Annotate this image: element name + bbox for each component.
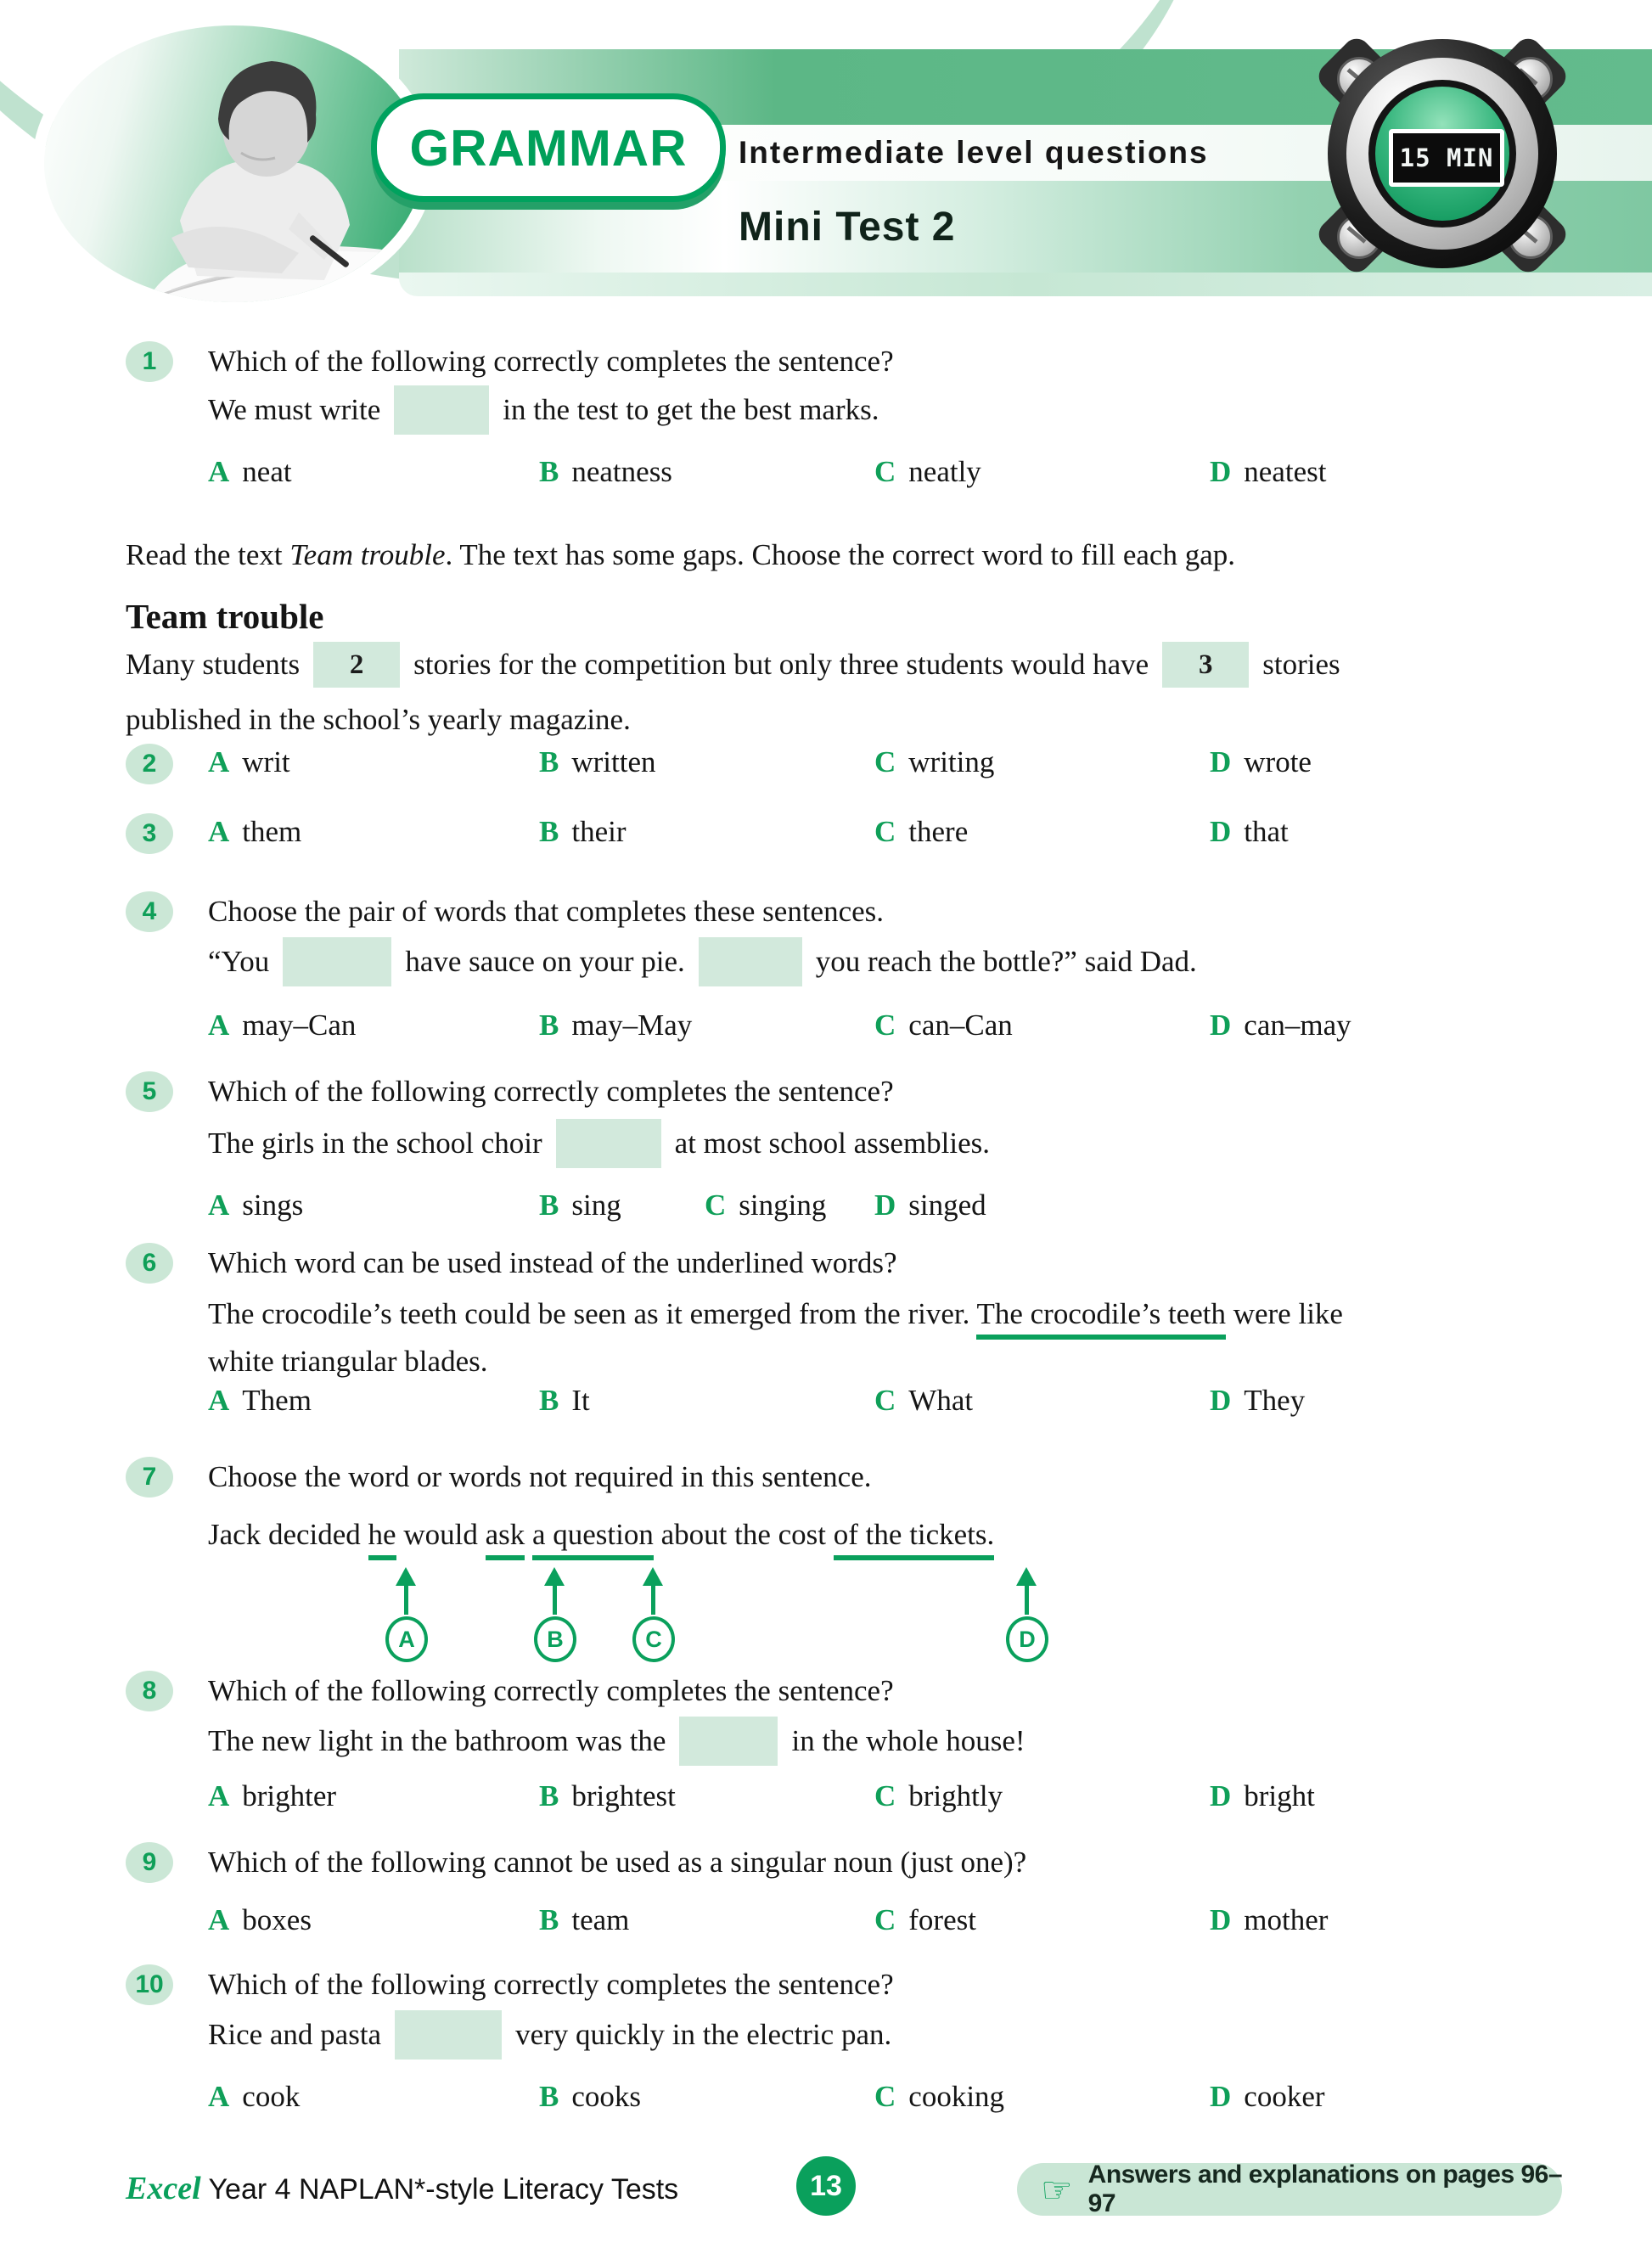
answer-gap[interactable] xyxy=(699,937,802,986)
option-letter: D xyxy=(1210,455,1232,488)
option-d[interactable] xyxy=(874,1189,986,1222)
subject-badge xyxy=(371,93,726,202)
option-letter: D xyxy=(1210,745,1232,778)
arrow-up-icon xyxy=(643,1567,663,1586)
marker-circle xyxy=(632,1616,675,1662)
option-text: cooker xyxy=(1244,2080,1325,2113)
option-a[interactable] xyxy=(208,2080,300,2114)
sentence-segment: in the whole house! xyxy=(791,1724,1025,1757)
option-text: forest xyxy=(908,1903,976,1936)
option-c[interactable] xyxy=(874,1779,1003,1813)
passage-title: Team trouble xyxy=(126,597,324,636)
option-text: may–May xyxy=(571,1009,693,1042)
answers-reference-pill[interactable] xyxy=(1017,2163,1562,2216)
option-a[interactable] xyxy=(208,745,290,779)
option-c[interactable] xyxy=(874,745,994,779)
question-title: Which word can be used instead of the underlined words? xyxy=(208,1246,897,1279)
timer-value: 15 MIN xyxy=(1399,143,1494,172)
q6-header xyxy=(126,1243,897,1284)
q3-options xyxy=(142,815,1566,859)
level-label: Intermediate level questions xyxy=(739,135,1209,170)
option-a[interactable] xyxy=(208,1903,312,1937)
arrow-stem xyxy=(651,1586,655,1615)
option-letter: A xyxy=(208,1779,230,1812)
q9-options xyxy=(208,1903,1566,1947)
timer-stopwatch xyxy=(1314,29,1571,289)
sentence-segment: Jack decided xyxy=(208,1518,368,1551)
q8-options xyxy=(208,1779,1566,1823)
option-letter: B xyxy=(539,1903,559,1936)
question-title: Which of the following correctly completes the sentence? xyxy=(208,345,894,378)
option-letter: A xyxy=(208,1384,230,1417)
option-letter: C xyxy=(874,1779,896,1812)
marker-letter: D xyxy=(1019,1626,1036,1652)
underlined-phrase: The crocodile’s teeth xyxy=(976,1297,1225,1340)
numbered-gap[interactable]: 2 xyxy=(313,642,400,688)
answer-gap[interactable] xyxy=(395,2010,502,2060)
option-text: cooking xyxy=(908,2080,1005,2113)
q6-options xyxy=(208,1384,1566,1428)
option-b[interactable] xyxy=(539,1189,621,1222)
instruction-segment: . The text has some gaps. Choose the correct word to fill each gap. xyxy=(445,538,1236,571)
passage-line-2: published in the school’s yearly magazine. xyxy=(126,703,631,736)
option-letter: C xyxy=(874,1384,896,1417)
q7-header xyxy=(126,1457,872,1498)
option-d[interactable] xyxy=(1210,815,1289,849)
option-letter: B xyxy=(539,745,559,778)
question-title: Choose the word or words not required in this sentence. xyxy=(208,1460,872,1493)
option-text: brighter xyxy=(242,1779,337,1812)
option-text: singing xyxy=(739,1189,827,1222)
question-number-badge: 6 xyxy=(126,1243,173,1284)
option-text: boxes xyxy=(242,1903,312,1936)
option-c[interactable] xyxy=(874,1009,1013,1042)
option-c[interactable] xyxy=(874,1384,973,1418)
option-b[interactable] xyxy=(539,1384,590,1418)
q5-sentence xyxy=(208,1117,990,1170)
option-d[interactable] xyxy=(1210,745,1312,779)
question-title: Which of the following correctly completes the sentence? xyxy=(208,1968,894,2001)
option-text: writing xyxy=(908,745,995,778)
option-a[interactable] xyxy=(208,1009,356,1042)
option-text: wrote xyxy=(1244,745,1312,778)
arrow-stem xyxy=(404,1586,408,1615)
marker-d[interactable] xyxy=(1006,1567,1047,1662)
option-letter: D xyxy=(1210,1903,1232,1936)
option-c[interactable] xyxy=(874,815,968,849)
option-letter: D xyxy=(1210,1384,1232,1417)
marker-letter: B xyxy=(547,1626,564,1652)
option-c[interactable] xyxy=(874,455,981,489)
option-letter: A xyxy=(208,1009,230,1042)
q2-options xyxy=(142,745,1566,790)
instruction-segment: Read the text xyxy=(126,538,290,571)
option-letter: A xyxy=(208,745,230,778)
question-number-badge: 1 xyxy=(126,341,173,382)
question-number-badge: 4 xyxy=(126,891,173,932)
option-letter: B xyxy=(539,1779,559,1812)
option-a[interactable] xyxy=(208,1384,312,1418)
option-text: there xyxy=(908,815,969,848)
option-b[interactable] xyxy=(539,815,627,849)
sentence-segment: white triangular blades. xyxy=(208,1345,488,1378)
option-letter: C xyxy=(874,815,896,848)
option-letter: B xyxy=(539,1009,559,1042)
question-number-badge: 3 xyxy=(126,813,173,854)
arrow-up-icon xyxy=(1016,1567,1037,1586)
q10-header xyxy=(126,1964,894,2005)
option-letter: B xyxy=(539,1384,559,1417)
sentence-segment: have sauce on your pie. xyxy=(405,945,685,978)
marker-circle xyxy=(385,1616,428,1662)
option-d[interactable] xyxy=(1210,1384,1305,1418)
question-number-badge: 2 xyxy=(126,744,173,784)
marker-circle xyxy=(534,1616,576,1662)
numbered-gap[interactable]: 3 xyxy=(1162,642,1249,688)
question-number-badge: 9 xyxy=(126,1842,173,1883)
underlined-word: ask xyxy=(486,1518,525,1560)
q4-options xyxy=(208,1009,1566,1053)
brand-logo: Excel xyxy=(126,2171,201,2206)
answer-gap[interactable] xyxy=(283,937,391,986)
option-text: singed xyxy=(908,1189,986,1222)
student-photo xyxy=(44,25,423,302)
option-letter: C xyxy=(874,2080,896,2113)
option-d[interactable] xyxy=(1210,1779,1315,1813)
option-b[interactable] xyxy=(539,1009,692,1042)
option-text: written xyxy=(571,745,656,778)
option-a[interactable] xyxy=(208,815,301,849)
question-number-badge: 10 xyxy=(126,1964,173,2005)
option-text: their xyxy=(571,815,627,848)
sentence-segment: you reach the bottle?” said Dad. xyxy=(815,945,1197,978)
student-writing-illustration xyxy=(44,25,423,302)
answers-note: Answers and explanations on pages 96–97 xyxy=(1087,2161,1563,2217)
option-d[interactable] xyxy=(1210,1009,1351,1042)
option-letter: C xyxy=(874,1903,896,1936)
q7-sentence xyxy=(208,1513,994,1557)
answer-gap[interactable] xyxy=(556,1119,661,1168)
q5-options xyxy=(208,1189,1566,1233)
option-letter: D xyxy=(1210,815,1232,848)
marker-b[interactable] xyxy=(534,1567,575,1662)
marker-c[interactable] xyxy=(632,1567,673,1662)
option-letter: A xyxy=(208,815,230,848)
test-title: Mini Test 2 xyxy=(739,204,956,250)
arrow-up-icon xyxy=(544,1567,565,1586)
option-text: bright xyxy=(1244,1779,1315,1812)
option-text: cooks xyxy=(571,2080,642,2113)
q10-options xyxy=(208,2080,1566,2124)
question-number-badge: 8 xyxy=(126,1671,173,1711)
option-letter: A xyxy=(208,1189,230,1222)
sentence-segment: in the test to get the best marks. xyxy=(503,393,879,426)
q1-options xyxy=(208,455,1566,499)
option-d[interactable] xyxy=(1210,1903,1328,1937)
option-a[interactable] xyxy=(208,1189,303,1222)
option-text: can–may xyxy=(1244,1009,1351,1042)
answer-gap[interactable] xyxy=(394,385,489,435)
arrow-stem xyxy=(553,1586,557,1615)
option-text: that xyxy=(1244,815,1289,848)
question-title: Which of the following cannot be used as a singular noun (just one)? xyxy=(208,1846,1027,1879)
option-a[interactable] xyxy=(208,455,292,489)
option-text: They xyxy=(1244,1384,1306,1417)
option-text: writ xyxy=(242,745,290,778)
option-text: neat xyxy=(242,455,292,488)
passage-segment: stories for the competition but only three students would have xyxy=(413,648,1149,681)
q9-header xyxy=(126,1842,1026,1883)
sentence-segment: about the cost xyxy=(653,1518,834,1551)
option-c[interactable] xyxy=(874,1903,976,1937)
sentence-segment: The girls in the school choir xyxy=(208,1127,542,1160)
sentence-segment: We must write xyxy=(208,393,381,426)
option-text: may–Can xyxy=(242,1009,357,1042)
option-text: Them xyxy=(242,1384,312,1417)
option-text: sings xyxy=(242,1189,304,1222)
question-title: Which of the following correctly completes the sentence? xyxy=(208,1674,894,1707)
option-c[interactable] xyxy=(874,2080,1004,2114)
subject-label: GRAMMAR xyxy=(409,119,688,177)
marker-a[interactable] xyxy=(385,1567,426,1662)
option-text: team xyxy=(571,1903,630,1936)
sentence-segment xyxy=(525,1518,532,1551)
option-letter: B xyxy=(539,815,559,848)
option-text: neatest xyxy=(1244,455,1327,488)
page-header xyxy=(0,0,1652,316)
option-letter: B xyxy=(539,2080,559,2113)
q6-sentence xyxy=(208,1290,1343,1385)
q5-header xyxy=(126,1071,894,1112)
option-text: neatly xyxy=(908,455,981,488)
sentence-segment: would xyxy=(396,1518,486,1551)
sentence-segment: “You xyxy=(208,945,270,978)
option-letter: A xyxy=(208,1903,230,1936)
option-letter: D xyxy=(874,1189,896,1222)
option-d[interactable] xyxy=(1210,2080,1325,2114)
option-b[interactable] xyxy=(539,1903,629,1937)
option-text: brightest xyxy=(571,1779,676,1812)
timer-display xyxy=(1389,129,1504,187)
sentence-segment: The crocodile’s teeth could be seen as it emerged from the river. xyxy=(208,1297,977,1330)
footer-series-title xyxy=(126,2170,678,2207)
marker-letter: C xyxy=(645,1626,662,1652)
series-name: Year 4 NAPLAN*-style Literacy Tests xyxy=(200,2173,679,2206)
passage-segment: Many students xyxy=(126,648,301,681)
marker-circle xyxy=(1006,1616,1048,1662)
option-letter: B xyxy=(539,1189,559,1222)
answer-gap[interactable] xyxy=(679,1717,778,1766)
q10-sentence xyxy=(208,2009,891,2061)
q4-sentence xyxy=(208,936,1197,988)
option-letter: D xyxy=(1210,1009,1232,1042)
option-text: What xyxy=(908,1384,974,1417)
option-letter: C xyxy=(874,745,896,778)
marker-letter: A xyxy=(398,1626,415,1652)
sentence-segment: Rice and pasta xyxy=(208,2018,382,2051)
passage-instruction xyxy=(126,533,1235,577)
option-b[interactable] xyxy=(539,455,672,489)
option-text: brightly xyxy=(908,1779,1003,1812)
arrow-up-icon xyxy=(396,1567,416,1586)
q8-sentence xyxy=(208,1715,1025,1767)
option-letter: C xyxy=(705,1189,727,1222)
option-text: can–Can xyxy=(908,1009,1013,1042)
option-d[interactable] xyxy=(1210,455,1326,489)
option-b[interactable] xyxy=(539,745,656,779)
page-number: 13 xyxy=(810,2169,842,2202)
arrow-stem xyxy=(1025,1586,1029,1615)
option-b[interactable] xyxy=(539,1779,676,1813)
sentence-segment: The new light in the bathroom was the xyxy=(208,1724,666,1757)
option-b[interactable] xyxy=(539,2080,641,2114)
sentence-segment: very quickly in the electric pan. xyxy=(515,2018,892,2051)
option-text: It xyxy=(571,1384,590,1417)
option-letter: D xyxy=(1210,2080,1232,2113)
underlined-word: he xyxy=(368,1518,396,1560)
q7-markers xyxy=(208,1567,1481,1664)
option-letter: B xyxy=(539,455,559,488)
passage-line-1 xyxy=(126,638,1340,691)
page-number-badge xyxy=(796,2156,856,2216)
option-letter: D xyxy=(1210,1779,1232,1812)
pointing-hand-icon: ☞ xyxy=(1041,2168,1073,2211)
underlined-phrase: of the tickets. xyxy=(834,1518,995,1560)
q1-header xyxy=(126,341,894,382)
question-title: Choose the pair of words that completes these sentences. xyxy=(208,895,885,928)
question-number-badge: 5 xyxy=(126,1071,173,1112)
passage-name-italic: Team trouble xyxy=(289,538,446,571)
sentence-segment: at most school assemblies. xyxy=(674,1127,991,1160)
option-text: neatness xyxy=(571,455,672,488)
option-text: them xyxy=(242,815,302,848)
question-title: Which of the following correctly completes the sentence? xyxy=(208,1075,894,1108)
option-c[interactable] xyxy=(705,1189,826,1222)
q4-header xyxy=(126,891,884,932)
option-letter: A xyxy=(208,2080,230,2113)
option-letter: A xyxy=(208,455,230,488)
option-letter: C xyxy=(874,1009,896,1042)
option-text: sing xyxy=(571,1189,621,1222)
option-text: mother xyxy=(1244,1903,1329,1936)
q8-header xyxy=(126,1671,894,1711)
passage-segment: stories xyxy=(1262,648,1340,681)
q1-sentence xyxy=(208,384,879,436)
question-number-badge: 7 xyxy=(126,1457,173,1498)
underlined-phrase: a question xyxy=(532,1518,654,1560)
option-a[interactable] xyxy=(208,1779,336,1813)
option-letter: C xyxy=(874,455,896,488)
option-text: cook xyxy=(242,2080,301,2113)
sentence-segment: were like xyxy=(1225,1297,1343,1330)
